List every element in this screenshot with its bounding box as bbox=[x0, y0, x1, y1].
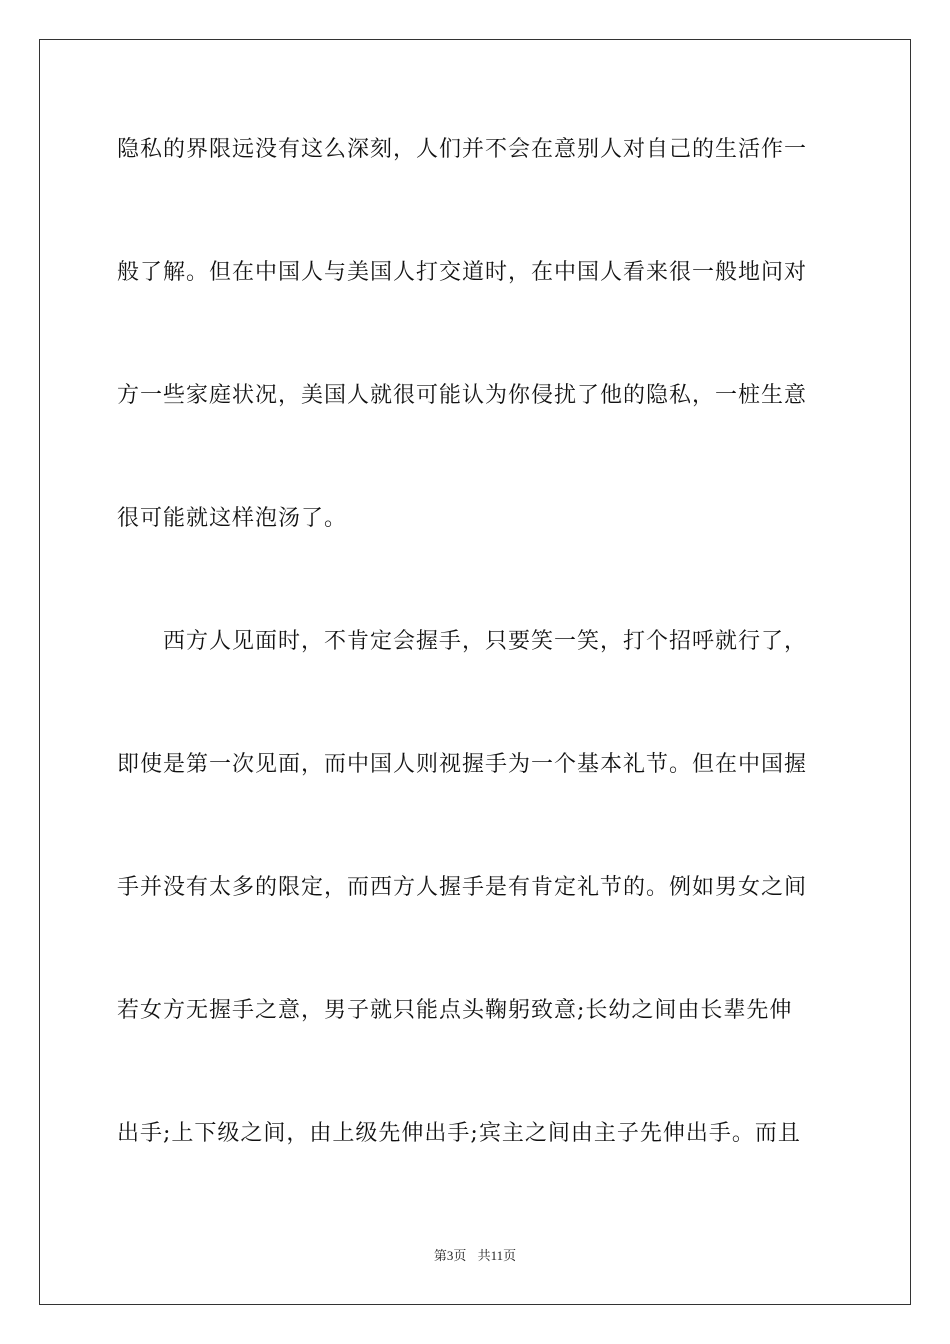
text-line: 般了解。但在中国人与美国人打交道时，在中国人看来很一般地问对 bbox=[117, 260, 808, 285]
text-line: 方一些家庭状况，美国人就很可能认为你侵扰了他的隐私，一桩生意 bbox=[117, 383, 808, 408]
text-line: 即使是第一次见面，而中国人则视握手为一个基本礼节。但在中国握 bbox=[117, 752, 808, 777]
text-line: 西方人见面时，不肯定会握手，只要笑一笑，打个招呼就行了， bbox=[117, 629, 808, 654]
text-line: 隐私的界限远没有这么深刻，人们并不会在意别人对自己的生活作一 bbox=[117, 137, 808, 162]
text-line: 手并没有太多的限定，而西方人握手是有肯定礼节的。例如男女之间 bbox=[117, 875, 808, 900]
text-line: 很可能就这样泡汤了。 bbox=[117, 506, 348, 531]
text-line: 若女方无握手之意，男子就只能点头鞠躬致意;长幼之间由长辈先伸 bbox=[117, 998, 793, 1023]
text-line: 出手;上下级之间，由上级先伸出手;宾主之间由主子先伸出手。而且 bbox=[117, 1121, 801, 1146]
page-frame bbox=[39, 39, 911, 1305]
total-pages: 共11页 bbox=[477, 1248, 517, 1263]
page-number: 第3页 bbox=[433, 1248, 467, 1263]
page-footer bbox=[0, 1245, 950, 1264]
